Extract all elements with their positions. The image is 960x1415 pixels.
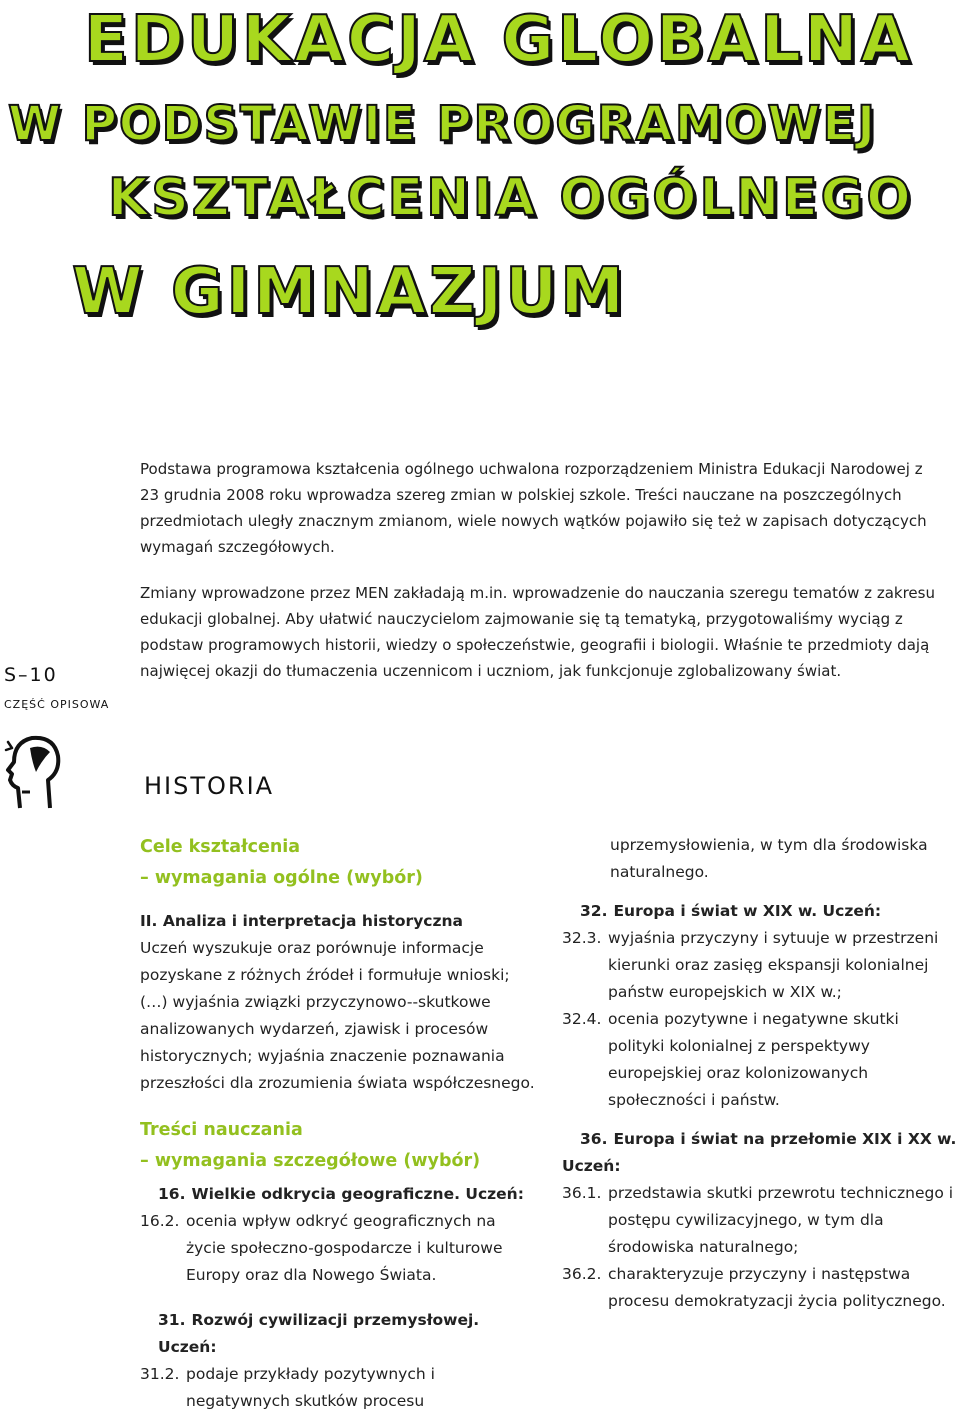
list-item — [562, 925, 960, 1006]
heading-goals-line2: – wymagania ogólne (wybór) — [140, 868, 423, 888]
item-number: 32.3. — [562, 929, 602, 947]
title-line-2: W PODSTAWIE PROGRAMOWEJ — [8, 96, 877, 152]
right-column — [562, 832, 960, 1315]
topic-number: 16. — [158, 1185, 186, 1203]
list-item — [562, 1261, 960, 1315]
heading-content — [140, 1115, 540, 1177]
item-text: ocenia wpływ odkryć geograficznych na życie społeczno-gospodarcze i kulturowe Europy oraz dla Nowego Świata. — [186, 1212, 503, 1284]
heading-content-line2: – wymagania szczegółowe (wybór) — [140, 1151, 481, 1171]
item-text: podaje przykłady pozytywnych i negatywnych skutków procesu — [186, 1365, 435, 1410]
title-line-4: W GIMNAZJUM — [72, 255, 627, 329]
item-text: charakteryzuje przyczyny i następstwa procesu demokratyzacji życia politycznego. — [608, 1265, 946, 1310]
list-item — [140, 1361, 540, 1415]
heading-goals-line1: Cele kształcenia — [140, 837, 301, 857]
page-section-label: CZĘŚĆ OPISOWA — [4, 698, 110, 711]
item-number: 31.2. — [140, 1365, 180, 1383]
item-number: 36.2. — [562, 1265, 602, 1283]
topic-36-student: Uczeń: — [562, 1157, 621, 1175]
item-number: 32.4. — [562, 1010, 602, 1028]
intro-paragraph-2: Zmiany wprowadzone przez MEN zakładają m.in. wprowadzenie do nauczania szeregu tematów z zakresu edukacji globalnej. Aby ułatwić nauczycielom zajmowanie się tą tematyką, przygotowaliśmy wyciąg z podstaw programowych historii, wiedzy o społeczeństwie, geografii i biologii. Właśnie te przedmioty dają najwięcej okazji do tłumaczenia uczennicom i uczniom, jak funkcjonuje zglobalizowany świat. — [140, 584, 935, 680]
analysis-text: Uczeń wyszukuje oraz porównuje informacje pozyskane z różnych źródeł i formułuje wnioski; (…) wyjaśnia związki przyczynowo--skutkowe analizowanych wydarzeń, zjawisk i procesów historycznych; wyjaśnia znaczenie poznawania przeszłości dla zrozumienia świata współczesnego. — [140, 939, 535, 1092]
left-column — [140, 832, 540, 1415]
topic-title: Europa i świat na przełomie XIX i XX w. — [613, 1130, 957, 1148]
topic-number: 32. — [580, 902, 608, 920]
item-text: przedstawia skutki przewrotu technicznego i postępu cywilizacyjnego, w tym dla środowiska naturalnego; — [608, 1184, 954, 1256]
list-item — [562, 1006, 960, 1114]
head-profile-icon — [2, 722, 64, 810]
subheading-analysis: II. Analiza i interpretacja historyczna — [140, 912, 463, 930]
topic-title: Wielkie odkrycia geograficzne. Uczeń: — [191, 1185, 524, 1203]
title-line-1: EDUKACJA GLOBALNA — [84, 3, 914, 77]
topic-16 — [140, 1181, 540, 1208]
section-title: HISTORIA — [144, 772, 275, 800]
intro-paragraph-1: Podstawa programowa kształcenia ogólnego uchwalona rozporządzeniem Ministra Edukacji Narodowej z 23 grudnia 2008 roku wprowadza szereg zmian w polskiej szkole. Treści nauczane na poszczególnych przedmiotach uległy znacznym zmianom, wiele nowych wątków pojawiło się też w zapisach dotyczących wymagań szczegółowych. — [140, 460, 927, 556]
heading-goals — [140, 832, 540, 894]
item-number: 36.1. — [562, 1184, 602, 1202]
title-line-3: KSZTAŁCENIA OGÓLNEGO — [108, 168, 914, 228]
topic-31 — [140, 1307, 540, 1361]
page-code: S–10 — [4, 664, 58, 686]
topic-32 — [562, 898, 960, 925]
topic-36 — [562, 1126, 960, 1153]
topic-number: 36. — [580, 1130, 608, 1148]
list-item — [562, 1180, 960, 1261]
item-number: 16.2. — [140, 1212, 180, 1230]
topic-title: Rozwój cywilizacji przemysłowej. Uczeń: — [158, 1311, 480, 1356]
list-item — [140, 1208, 540, 1289]
topic-number: 31. — [158, 1311, 186, 1329]
item-text: wyjaśnia przyczyny i sytuuje w przestrzeni kierunki oraz zasięg ekspansji kolonialnej państw europejskich w XIX w.; — [608, 929, 939, 1001]
continued-text: uprzemysłowienia, w tym dla środowiska naturalnego. — [610, 836, 928, 881]
item-text: ocenia pozytywne i negatywne skutki polityki kolonialnej z perspektywy europejskiej oraz kolonizowanych społeczności i państw. — [608, 1010, 899, 1109]
heading-content-line1: Treści nauczania — [140, 1120, 303, 1140]
topic-title: Europa i świat w XIX w. Uczeń: — [613, 902, 882, 920]
